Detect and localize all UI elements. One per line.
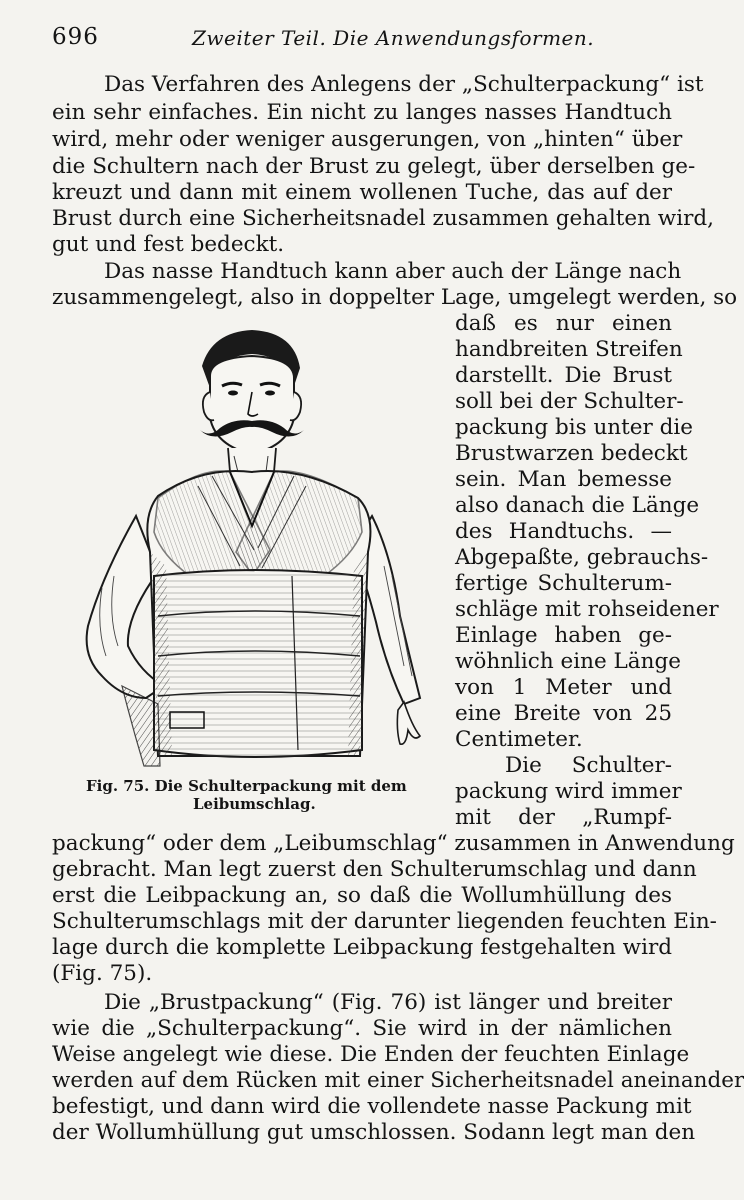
text-line: packung“ oder dem „Leibumschlag“ zusammen in Anwendung [52,831,735,856]
text-line: Die „Brustpackung“ (Fig. 76) ist länger und breiter [104,990,672,1015]
text-line: wöhnlich eine Länge [455,649,681,674]
text-line: kreuzt und dann mit einem wollenen Tuche, das auf der [52,180,672,205]
text-line: der Wollumhüllung gut umschlossen. Sodann legt man den [52,1120,696,1145]
text-line: Brustwarzen bedeckt [455,441,688,466]
text-line: schläge mit rohseidener [455,597,719,622]
text-line: Weise angelegt wie diese. Die Enden der feuchten Einlage [52,1042,690,1067]
text-line: packung bis unter die [455,415,693,440]
text-line: wie die „Schulterpackung“. Sie wird in der nämlichen [52,1016,672,1041]
running-title: Zweiter Teil. Die Anwendungsformen. [192,26,595,50]
text-line: handbreiten Streifen [455,337,683,362]
page-number: 696 [52,24,99,50]
text-line: daß es nur einen [455,311,672,336]
text-line: darstellt. Die Brust [455,363,672,388]
text-line: gut und fest bedeckt. [52,232,285,257]
text-line: packung wird immer [455,779,682,804]
text-line: Brust durch eine Sicherheitsnadel zusammen gehalten wird, [52,206,714,231]
text-line: (Fig. 75). [52,961,153,986]
text-line: Schulterumschlags mit der darunter liegenden feuchten Ein- [52,909,717,934]
text-line: Das nasse Handtuch kann aber auch der Länge nach [104,259,682,284]
text-line: Centimeter. [455,727,583,752]
text-line: von 1 Meter und [455,675,672,700]
text-line: Abgepaßte, gebrauchs- [455,545,709,570]
text-line: also danach die Länge [455,493,700,518]
figure-caption: Fig. 75. Die Schulterpackung mit dem [86,777,407,795]
text-line: Die Schulter- [505,753,672,778]
text-line: lage durch die komplette Leibpackung festgehalten wird [52,935,672,960]
text-line: Das Verfahren des Anlegens der „Schulterpackung“ ist [104,72,704,97]
text-line: die Schultern nach der Brust zu gelegt, über derselben ge- [52,154,696,179]
text-line: befestigt, und dann wird die vollendete nasse Packung mit [52,1094,692,1119]
figure-caption-line2: Leibumschlag. [193,795,316,813]
text-line: eine Breite von 25 [455,701,672,726]
text-line: fertige Schulterum- [455,571,672,596]
text-line: zusammengelegt, also in doppelter Lage, umgelegt werden, so [52,285,738,310]
text-line: des Handtuchs. — [455,519,672,544]
text-line: sein. Man bemesse [455,467,672,492]
text-line: werden auf dem Rücken mit einer Sicherheitsnadel aneinander [52,1068,744,1093]
text-line: ein sehr einfaches. Ein nicht zu langes nasses Handtuch [52,100,672,125]
text-line: erst die Leibpackung an, so daß die Wollumhüllung des [52,883,672,908]
figure-75-illustration [62,326,438,774]
text-line: Einlage haben ge- [455,623,672,648]
text-line: gebracht. Man legt zuerst den Schulterumschlag und dann [52,857,697,882]
text-line: soll bei der Schulter- [455,389,684,414]
text-line: wird, mehr oder weniger ausgerungen, von „hinten“ über [52,127,683,152]
text-line: mit der „Rumpf- [455,805,672,830]
